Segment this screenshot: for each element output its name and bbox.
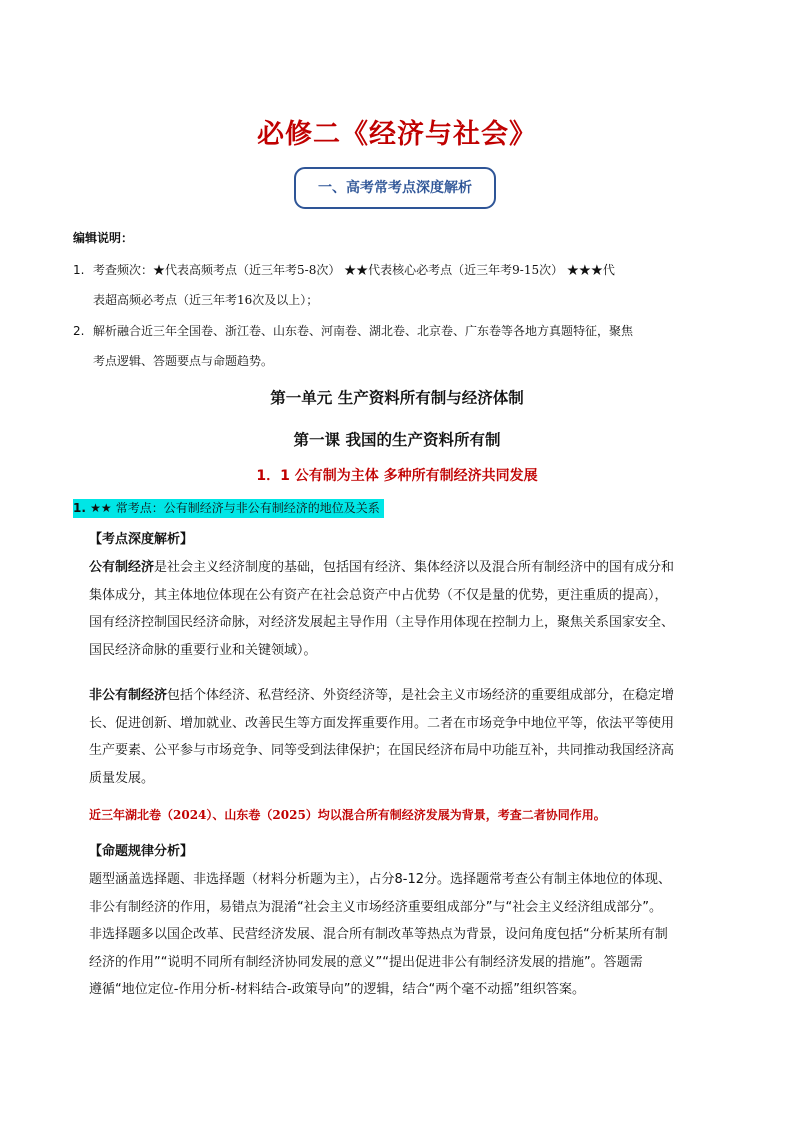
unit-title: 第一单元 生产资料所有制与经济体制 — [270, 389, 524, 407]
key-point-label: 常考点： — [115, 501, 164, 515]
edit-note-2-line1 — [73, 316, 733, 346]
para1-line2: 集体成分，其主体地位体现在公有资产在社会总资产中占优势（不仅是量的优势，更注重质的提高）， — [89, 587, 668, 603]
edit-note-1-text1: 考查频次：★代表高频考点（近三年考5-8次） ★★代表核心必考点（近三年考9-15次） ★★★代 — [93, 263, 615, 277]
edit-note-2 — [73, 316, 733, 376]
lesson-title: 第一课 我国的生产资料所有制 — [293, 431, 501, 449]
analysis-heading: 【考点深度解析】 — [89, 532, 194, 547]
para2-line4: 质量发展。 — [89, 770, 155, 786]
term-public-economy: 公有制经济 — [89, 560, 155, 575]
para1-line1: 是社会主义经济制度的基础，包括国有经济、集体经济以及混合所有制经济中的国有成分和 — [154, 560, 675, 575]
key-point-highlight — [73, 499, 384, 518]
para2-line2: 长、促进创新、增加就业、改善民生等方面发挥重要作用。二者在市场竞争中地位平等，依法平等使用 — [89, 715, 675, 731]
pattern-line5: 遵循“地位定位-作用分析-材料结合-政策导向”的逻辑，结合“两个毫不动摇”组织答案。 — [89, 982, 586, 997]
pattern-paragraph — [89, 866, 739, 1004]
pattern-line4: 经济的作用”“说明不同所有制经济协同发展的意义”“提出促进非公有制经济发展的措施”。答题需 — [89, 954, 643, 970]
para2-line1: 包括个体经济、私营经济、外资经济等，是社会主义市场经济的重要组成部分，在稳定增 — [167, 688, 675, 703]
para1-line3: 国有经济控制国民经济命脉，对经济发展起主导作用（主导作用体现在控制力上，聚焦关系国家安全、 — [89, 615, 675, 630]
page-title: 必修二《经济与社会》 — [257, 119, 537, 150]
analysis-paragraph-2 — [89, 682, 739, 792]
subsection-title: 1．1 公有制为主体 多种所有制经济共同发展 — [256, 468, 538, 484]
analysis-paragraph-1 — [89, 554, 739, 664]
edit-note-2-text1: 解析融合近三年全国卷、浙江卷、山东卷、河南卷、湖北卷、北京卷、广东卷等各地方真题特征，聚焦 — [93, 324, 634, 338]
key-point-text: 公有制经济与非公有制经济的地位及关系 — [163, 501, 380, 515]
term-nonpublic-economy: 非公有制经济 — [89, 688, 168, 703]
pattern-line3: 非选择题多以国企改革、民营经济发展、混合所有制改革等热点为背景，设问角度包括“分析某所有制 — [89, 927, 668, 942]
pattern-line1: 题型涵盖选择题、非选择题（材料分析题为主），占分8-12分。选择题常考查公有制主体地位的体现、 — [89, 872, 672, 887]
edit-note-1-line1 — [73, 255, 733, 285]
section-label-box: 一、高考常考点深度解析 — [294, 167, 496, 209]
edit-note-1-num: 1. — [73, 263, 85, 277]
edit-notes-heading: 编辑说明： — [73, 231, 134, 245]
pattern-line2: 非公有制经济的作用，易错点为混淆“社会主义市场经济重要组成部分”与“社会主义经济组成部分”。 — [89, 899, 662, 915]
edit-note-2-num: 2. — [73, 324, 85, 338]
pattern-heading: 【命题规律分析】 — [89, 844, 194, 859]
para1-line4: 国民经济命脉的重要行业和关键领域）。 — [89, 642, 317, 658]
edit-note-2-line2: 考点逻辑、答题要点与命题趋势。 — [93, 354, 274, 368]
para2-line3: 生产要素、公平参与市场竞争、同等受到法律保护；在国民经济布局中功能互补，共同推动我国经济高 — [89, 743, 675, 758]
key-point-prefix: 1. ★★ — [73, 501, 116, 515]
exam-trend-highlight: 近三年湖北卷（2024）、山东卷（2025）均以混合所有制经济发展为背景，考查二者协同作用。 — [89, 808, 606, 822]
edit-note-1-line2: 表超高频必考点（近三年考16次及以上）； — [93, 293, 319, 307]
edit-note-1 — [73, 255, 733, 315]
